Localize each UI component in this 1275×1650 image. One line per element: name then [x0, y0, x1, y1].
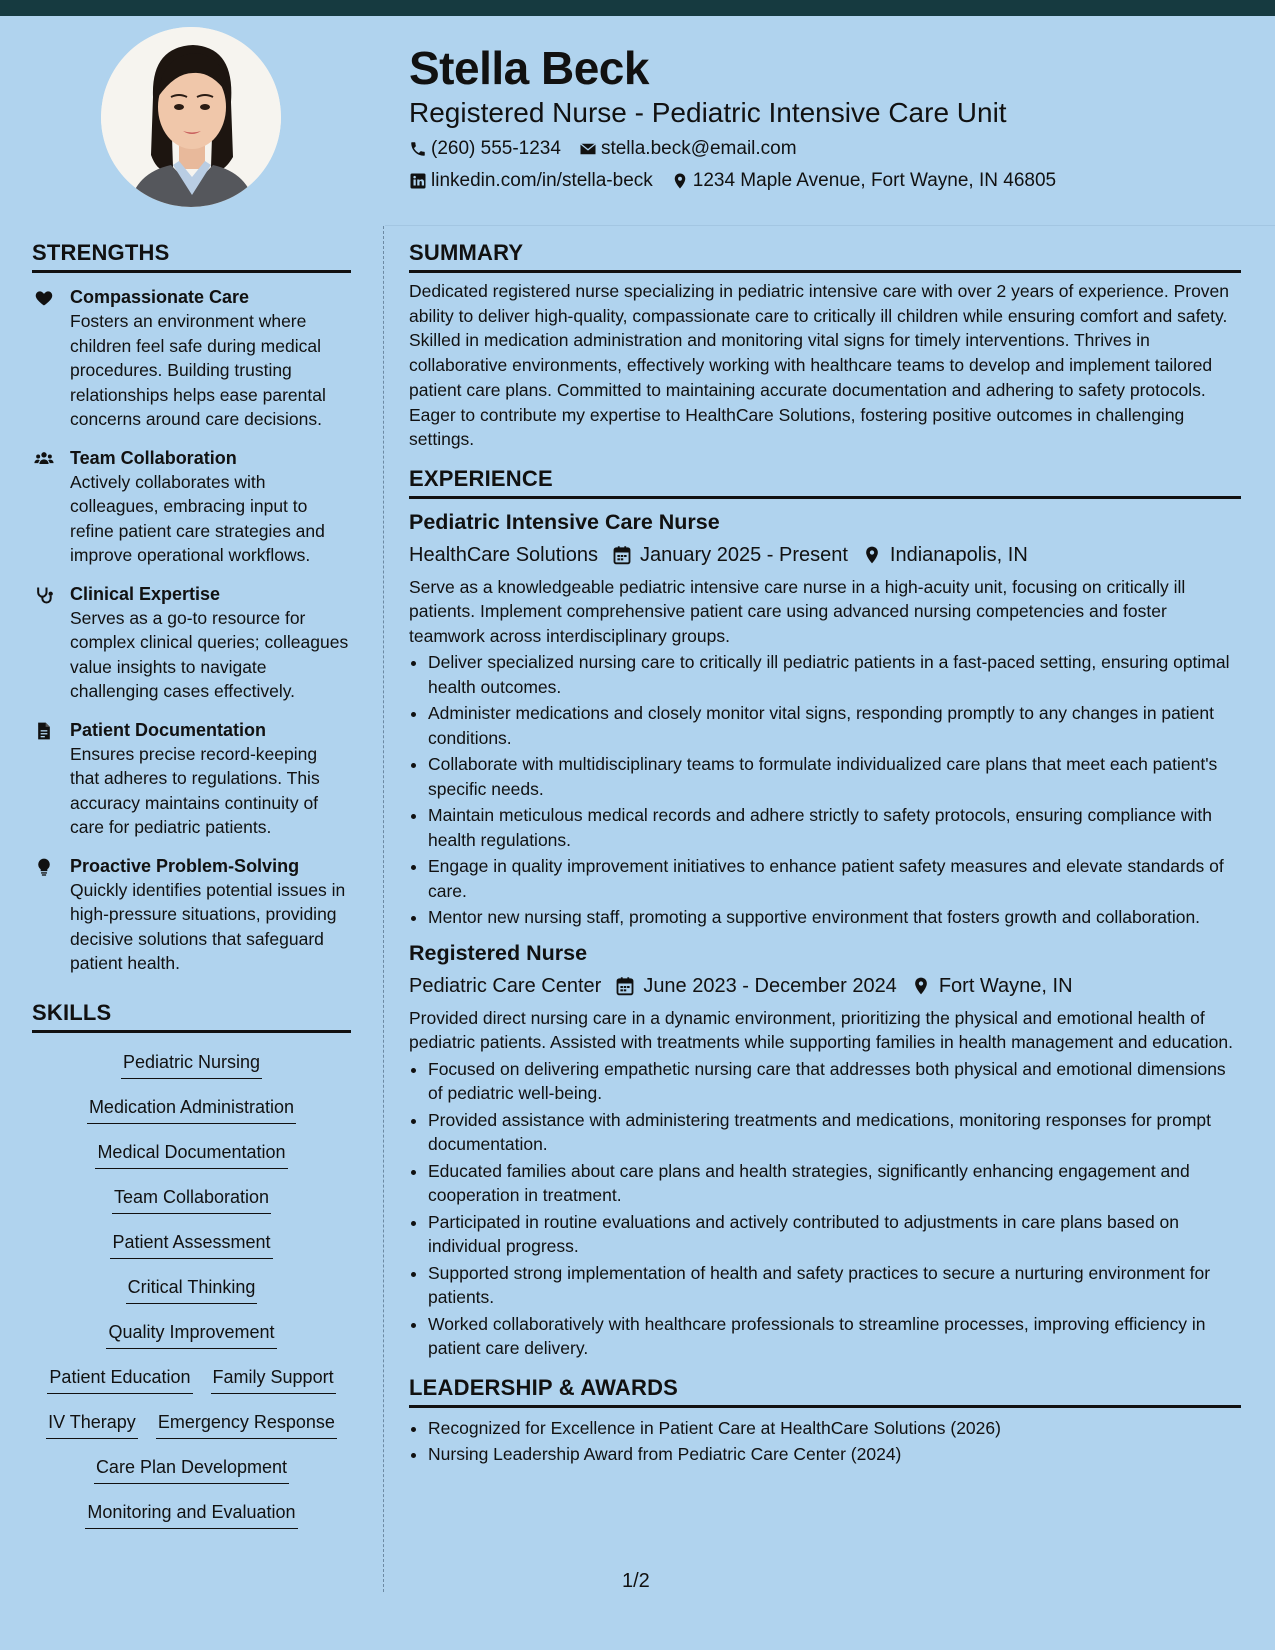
contact-row-2	[409, 168, 1249, 194]
strength-item	[32, 854, 351, 976]
job-position: Pediatric Intensive Care Nurse	[409, 509, 720, 534]
strength-item	[32, 285, 351, 432]
stethoscope-icon	[32, 582, 56, 704]
skill-tag: Family Support	[211, 1364, 336, 1394]
bullet-item: • Maintain meticulous medical records and adhere strictly to safety protocols, ensuring compliance with health regulations.	[428, 803, 1241, 852]
map-pin-icon	[862, 545, 882, 565]
bullet-item: • Engage in quality improvement initiatives to enhance patient safety measures and elevate standards of care.	[428, 854, 1241, 903]
bullet-item: • Participated in routine evaluations and actively contributed to adjustments in care plans based on individual progress.	[428, 1210, 1241, 1259]
job-company: HealthCare Solutions	[409, 543, 598, 566]
job-position: Registered Nurse	[409, 940, 588, 965]
address-text: 1234 Maple Avenue, Fort Wayne, IN 46805	[692, 170, 1057, 191]
top-bar	[0, 0, 1275, 16]
skill-tag: Medical Documentation	[95, 1139, 287, 1169]
job-meta	[409, 972, 1241, 1000]
phone-icon	[409, 140, 427, 158]
strength-desc: Actively collaborates with colleagues, embracing input to refine patient care strategies and improve operational workflows.	[70, 471, 325, 565]
skills-list	[32, 1041, 351, 1536]
strength-item	[32, 718, 351, 840]
linkedin-icon	[409, 172, 427, 190]
strength-title: Compassionate Care	[70, 287, 250, 307]
bullet-item: • Worked collaboratively with healthcare professionals to streamline processes, improving efficiency in patient care delivery.	[428, 1312, 1241, 1361]
portrait-image	[101, 27, 281, 207]
job-meta	[409, 541, 1241, 569]
strength-title: Proactive Problem-Solving	[70, 855, 300, 876]
left-column	[32, 240, 351, 1536]
job-title: Registered Nurse - Pediatric Intensive Care Unit	[409, 97, 1007, 128]
skill-tag: Emergency Response	[156, 1409, 337, 1439]
job-bullets	[409, 650, 1241, 930]
page-number: 1/2	[622, 1570, 650, 1592]
document-icon	[32, 718, 56, 840]
skill-tag: Patient Assessment	[110, 1229, 272, 1259]
strength-title: Team Collaboration	[70, 447, 237, 468]
strength-title: Clinical Expertise	[70, 583, 221, 604]
strength-desc: Fosters an environment where children feel safe during medical procedures. Building trusting relationships helps ease parental concerns around care decisions.	[70, 311, 326, 429]
skill-tag: Pediatric Nursing	[121, 1049, 262, 1079]
skill-tag: Team Collaboration	[112, 1184, 271, 1214]
bullet-item: • Collaborate with multidisciplinary teams to formulate individualized care plans that meet each patient's specific needs.	[428, 752, 1241, 801]
address-contact	[671, 170, 1056, 192]
phone-contact[interactable]	[409, 138, 561, 160]
awards-list	[409, 1416, 1241, 1467]
skills-heading: SKILLS	[32, 1000, 351, 1033]
header	[409, 40, 1249, 194]
experience-heading: EXPERIENCE	[409, 466, 1241, 499]
strength-title: Patient Documentation	[70, 719, 267, 740]
bullet-item: • Educated families about care plans and health strategies, significantly enhancing engagement and cooperation in treatment.	[428, 1159, 1241, 1208]
job-location: Indianapolis, IN	[889, 543, 1028, 566]
awards-section	[409, 1375, 1241, 1467]
bullet-item: • Administer medications and closely monitor vital signs, responding promptly to any changes in patient conditions.	[428, 701, 1241, 750]
skill-tag: IV Therapy	[46, 1409, 138, 1439]
bullet-item: • Deliver specialized nursing care to critically ill pediatric patients in a fast-paced setting, ensuring optimal health outcomes.	[428, 650, 1241, 699]
map-pin-icon	[671, 172, 689, 190]
awards-heading: LEADERSHIP & AWARDS	[409, 1375, 1241, 1408]
job-bullets	[409, 1057, 1241, 1361]
column-divider	[383, 226, 384, 1592]
contact-row-1	[409, 136, 1249, 162]
email-contact[interactable]	[579, 138, 797, 160]
experience-section	[409, 466, 1241, 1361]
strength-desc: Quickly identifies potential issues in high-pressure situations, providing decisive solutions that safeguard patient health.	[70, 879, 346, 973]
job-description: Provided direct nursing care in a dynamic environment, prioritizing the physical and emotional health of pediatric patients. Assisted with treatments while supporting families in health management and education.	[409, 1007, 1233, 1053]
right-column	[409, 240, 1241, 1469]
award-item: • Recognized for Excellence in Patient Care at HealthCare Solutions (2026)	[428, 1416, 1241, 1441]
skill-tag: Critical Thinking	[126, 1274, 258, 1304]
skill-tag: Medication Administration	[87, 1094, 296, 1124]
strength-desc: Ensures precise record-keeping that adheres to regulations. This accuracy maintains continuity of care for pediatric patients.	[70, 743, 320, 837]
profile-photo	[101, 27, 281, 207]
summary-text: Dedicated registered nurse specializing in pediatric intensive care with over 2 years of experience. Proven ability to deliver high-quality, compassionate care to critically ill children while ensuring comfort and safety. Skilled in medication administration and monitoring vital signs for timely interventions. Thrives in collaborative environments, effectively working with healthcare teams to develop and implement tailored patient care plans. Committed to maintaining accurate documentation and adhering to safety protocols. Eager to contribute my expertise to HealthCare Solutions, fostering positive outcomes in challenging settings.	[409, 281, 1230, 450]
envelope-icon	[579, 140, 597, 158]
skill-tag: Patient Education	[47, 1364, 192, 1394]
strength-desc: Serves as a go-to resource for complex clinical queries; colleagues value insights to navigate challenging cases effectively.	[70, 607, 349, 701]
linkedin-text: linkedin.com/in/stella-beck	[431, 170, 653, 191]
bullet-item: • Supported strong implementation of health and safety practices to secure a nurturing environment for patients.	[428, 1261, 1241, 1310]
job-company: Pediatric Care Center	[409, 974, 602, 997]
skill-tag: Care Plan Development	[94, 1454, 289, 1484]
skill-tag: Monitoring and Evaluation	[85, 1499, 297, 1529]
strength-item	[32, 446, 351, 568]
job-entry	[409, 507, 1241, 930]
email-text: stella.beck@email.com	[600, 138, 797, 159]
header-divider	[385, 225, 1275, 226]
strengths-heading: STRENGTHS	[32, 240, 351, 273]
linkedin-contact[interactable]	[409, 170, 653, 192]
job-description: Serve as a knowledgeable pediatric intensive care nurse in a high-acuity unit, focusing on critically ill patients. Implement comprehensive patient care using advanced nursing competencies and foster teamwork across interdisciplinary groups.	[409, 576, 1186, 646]
job-dates: June 2023 - December 2024	[643, 974, 897, 997]
bullet-item: • Focused on delivering empathetic nursing care that addresses both physical and emotional dimensions of pediatric well-being.	[428, 1057, 1241, 1106]
phone-text: (260) 555-1234	[431, 138, 561, 159]
award-item: • Nursing Leadership Award from Pediatric Care Center (2024)	[428, 1442, 1241, 1467]
calendar-icon	[612, 545, 632, 565]
lightbulb-icon	[32, 854, 56, 976]
summary-heading: SUMMARY	[409, 240, 1241, 273]
bullet-item: • Mentor new nursing staff, promoting a supportive environment that fosters growth and collaboration.	[428, 905, 1241, 930]
job-dates: January 2025 - Present	[640, 543, 848, 566]
map-pin-icon	[911, 976, 931, 996]
skill-tag: Quality Improvement	[106, 1319, 276, 1349]
job-entry	[409, 938, 1241, 1361]
calendar-icon	[615, 976, 635, 996]
job-location: Fort Wayne, IN	[938, 974, 1073, 997]
bullet-item: • Provided assistance with administering treatments and medications, monitoring responses for prompt documentation.	[428, 1108, 1241, 1157]
users-icon	[32, 446, 56, 568]
candidate-name: Stella Beck	[409, 42, 649, 94]
strength-item	[32, 582, 351, 704]
heart-icon	[32, 285, 56, 432]
